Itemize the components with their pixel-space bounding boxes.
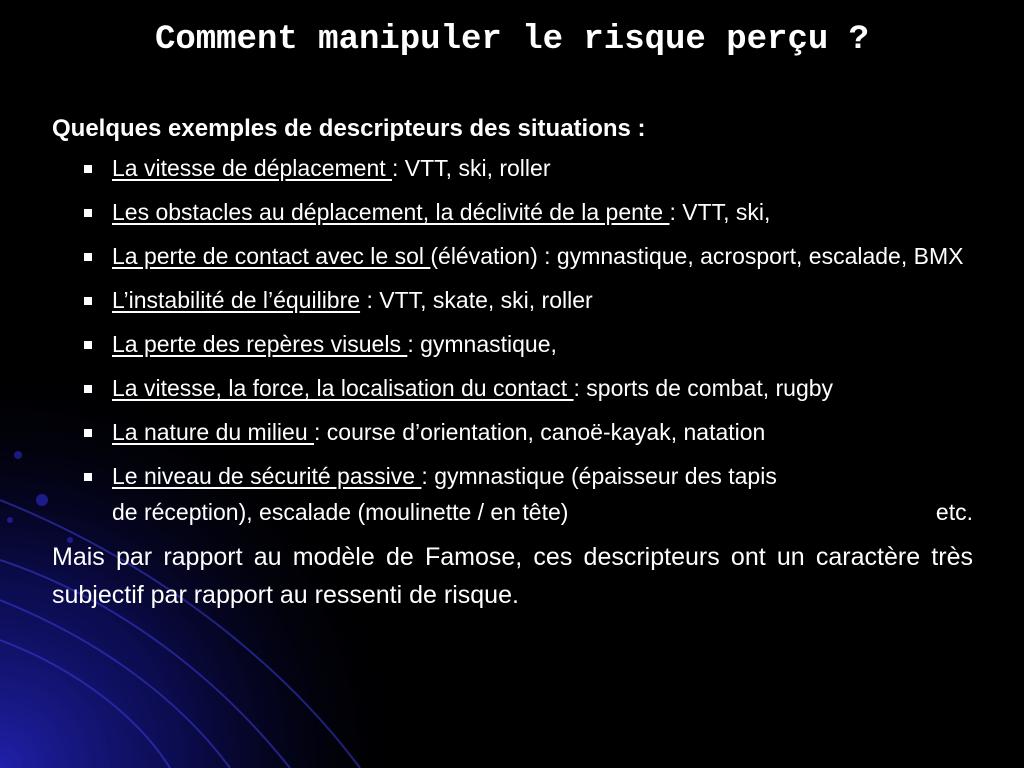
descriptor-examples-continued: de réception), escalade (moulinette / en tête): [112, 499, 569, 525]
descriptor-term: Les obstacles au déplacement, la déclivité de la pente: [112, 199, 670, 225]
list-item: [52, 194, 973, 230]
descriptor-examples: : VTT, ski,: [669, 199, 771, 225]
descriptor-term: L’instabilité de l’équilibre: [112, 287, 361, 313]
square-bullet-icon: [84, 341, 92, 349]
descriptor-examples: : sports de combat, rugby: [573, 375, 834, 401]
descriptor-term: La nature du milieu: [112, 419, 315, 445]
list-item: [52, 326, 973, 362]
square-bullet-icon: [84, 165, 92, 173]
list-item: [52, 150, 973, 186]
descriptor-term: La perte des repères visuels: [112, 331, 408, 357]
slide-content: [52, 112, 973, 614]
descriptor-examples: : VTT, skate, ski, roller: [360, 287, 593, 313]
list-item: [52, 370, 973, 406]
list-item: [52, 458, 973, 530]
list-item: [52, 282, 973, 318]
descriptor-term: La perte de contact avec le sol: [112, 243, 431, 269]
descriptor-examples: : VTT, ski, roller: [392, 155, 551, 181]
square-bullet-icon: [84, 253, 92, 261]
square-bullet-icon: [84, 473, 92, 481]
descriptor-examples: : course d’orientation, canoë-kayak, natation: [314, 419, 766, 445]
intro-heading: Quelques exemples de descripteurs des situations :: [52, 115, 646, 142]
descriptor-line-2: [112, 494, 973, 530]
descriptor-line-1: [112, 458, 973, 494]
descriptor-list: [52, 150, 973, 530]
slide-title: Comment manipuler le risque perçu ?: [154, 21, 870, 59]
square-bullet-icon: [84, 429, 92, 437]
conclusion-paragraph: Mais par rapport au modèle de Famose, ces descripteurs ont un caractère très subjectif par rapport au ressenti de risque.: [52, 543, 973, 609]
square-bullet-icon: [84, 297, 92, 305]
descriptor-examples: (élévation) : gymnastique, acrosport, escalade, BMX: [430, 243, 964, 269]
list-item: [52, 238, 973, 274]
etc-label: etc.: [935, 499, 973, 525]
square-bullet-icon: [84, 209, 92, 217]
square-bullet-icon: [84, 385, 92, 393]
descriptor-term: Le niveau de sécurité passive: [112, 463, 422, 489]
descriptor-term: La vitesse, la force, la localisation du contact: [112, 375, 574, 401]
descriptor-examples: : gymnastique (épaisseur des tapis: [421, 463, 777, 489]
descriptor-examples: : gymnastique,: [407, 331, 557, 357]
descriptor-term: La vitesse de déplacement: [112, 155, 393, 181]
list-item: [52, 414, 973, 450]
